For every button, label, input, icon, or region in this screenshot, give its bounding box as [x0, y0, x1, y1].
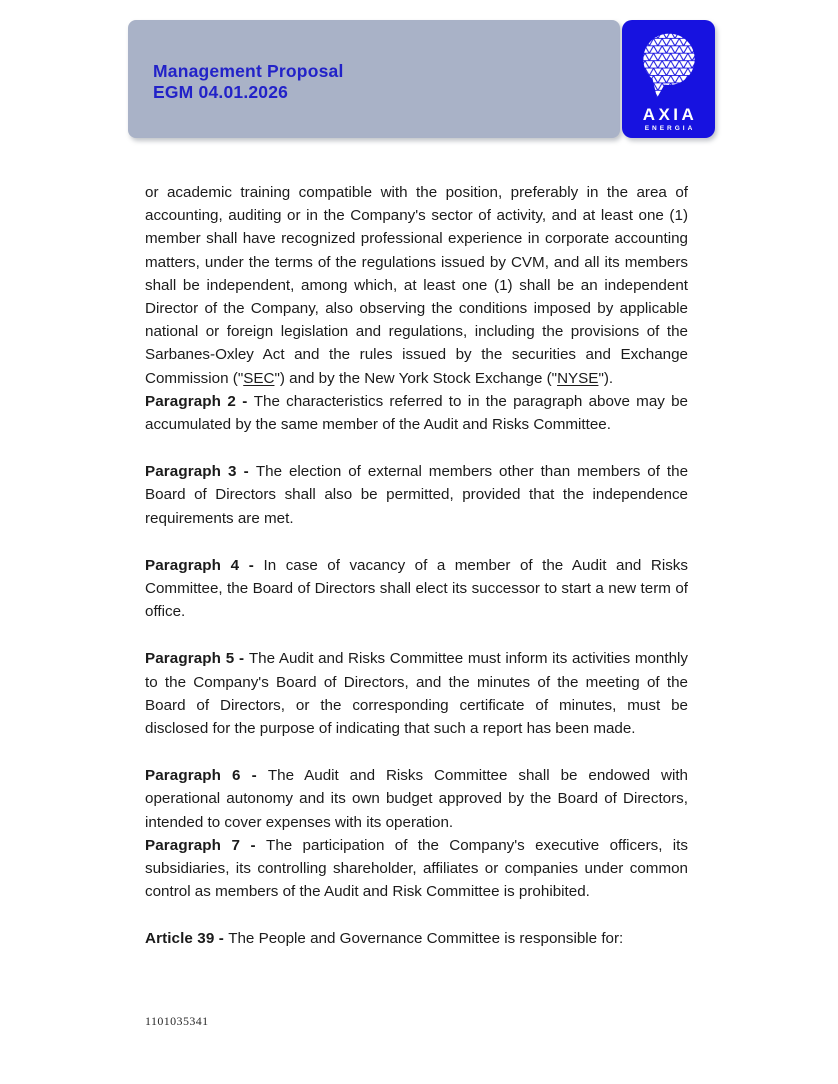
paragraph-5: Paragraph 5 - The Audit and Risks Committee must inform its activities monthly to the Company's Board of Directors, and the minutes of the meeting of the Board of Directors, or the corresponding certificate of minutes, must be disclosed for the purpose of indicating that such a report has been made. [145, 650, 688, 738]
page-title [153, 61, 344, 103]
header-banner [128, 20, 620, 138]
paragraph-4: Paragraph 4 - In case of vacancy of a member of the Audit and Risks Committee, the Board of Directors shall elect its successor to start a new term of office. [145, 556, 688, 621]
paragraph-7: Paragraph 7 - The participation of the Company's executive officers, its subsidiaries, its controlling shareholder, affiliates or companies under common control as members of the Audit and Risk Committee is prohibited. [145, 836, 688, 901]
paragraph-6: Paragraph 6 - The Audit and Risks Committee shall be endowed with operational autonomy and its own budget approved by the Board of Directors, intended to cover expenses with its operation. [145, 767, 688, 831]
geodesic-sphere-icon [637, 31, 701, 103]
article-39: Article 39 - The People and Governance Committee is responsible for: [145, 930, 624, 948]
document-body [145, 181, 688, 951]
logo-wordmark: AXIA [642, 105, 698, 124]
logo-subtitle: ENERGIA [644, 125, 696, 132]
paragraph-3: Paragraph 3 - The election of external members other than members of the Board of Directors shall also be permitted, provided that the independence requirements are met. [145, 463, 689, 527]
page-title-line2: EGM 04.01.2026 [153, 82, 289, 102]
paragraph-continuation: or academic training compatible with the position, preferably in the area of accounting, auditing or in the Company's sector of activity, and at least one (1) member shall have recognized professional experience in corporate accounting matters, under the terms of the regulations issued by CVM, and all its members shall be independent, among which, at least one (1) shall be an independent Director of the Company, also observing the conditions imposed by applicable national or foreign legislation and regulations, including the provisions of the Sarbanes-Oxley Act and the rules issued by the securities and Exchange Commission ("SEC") and by the New York Stock Exchange ("NYSE"). [145, 184, 688, 387]
footer-doc-number: 1101035341 [145, 1014, 209, 1028]
page-title-line1: Management Proposal [153, 61, 344, 81]
paragraph-2: Paragraph 2 - The characteristics referred to in the paragraph above may be accumulated by the same member of the Audit and Risks Committee. [145, 392, 688, 434]
company-logo [622, 20, 715, 138]
